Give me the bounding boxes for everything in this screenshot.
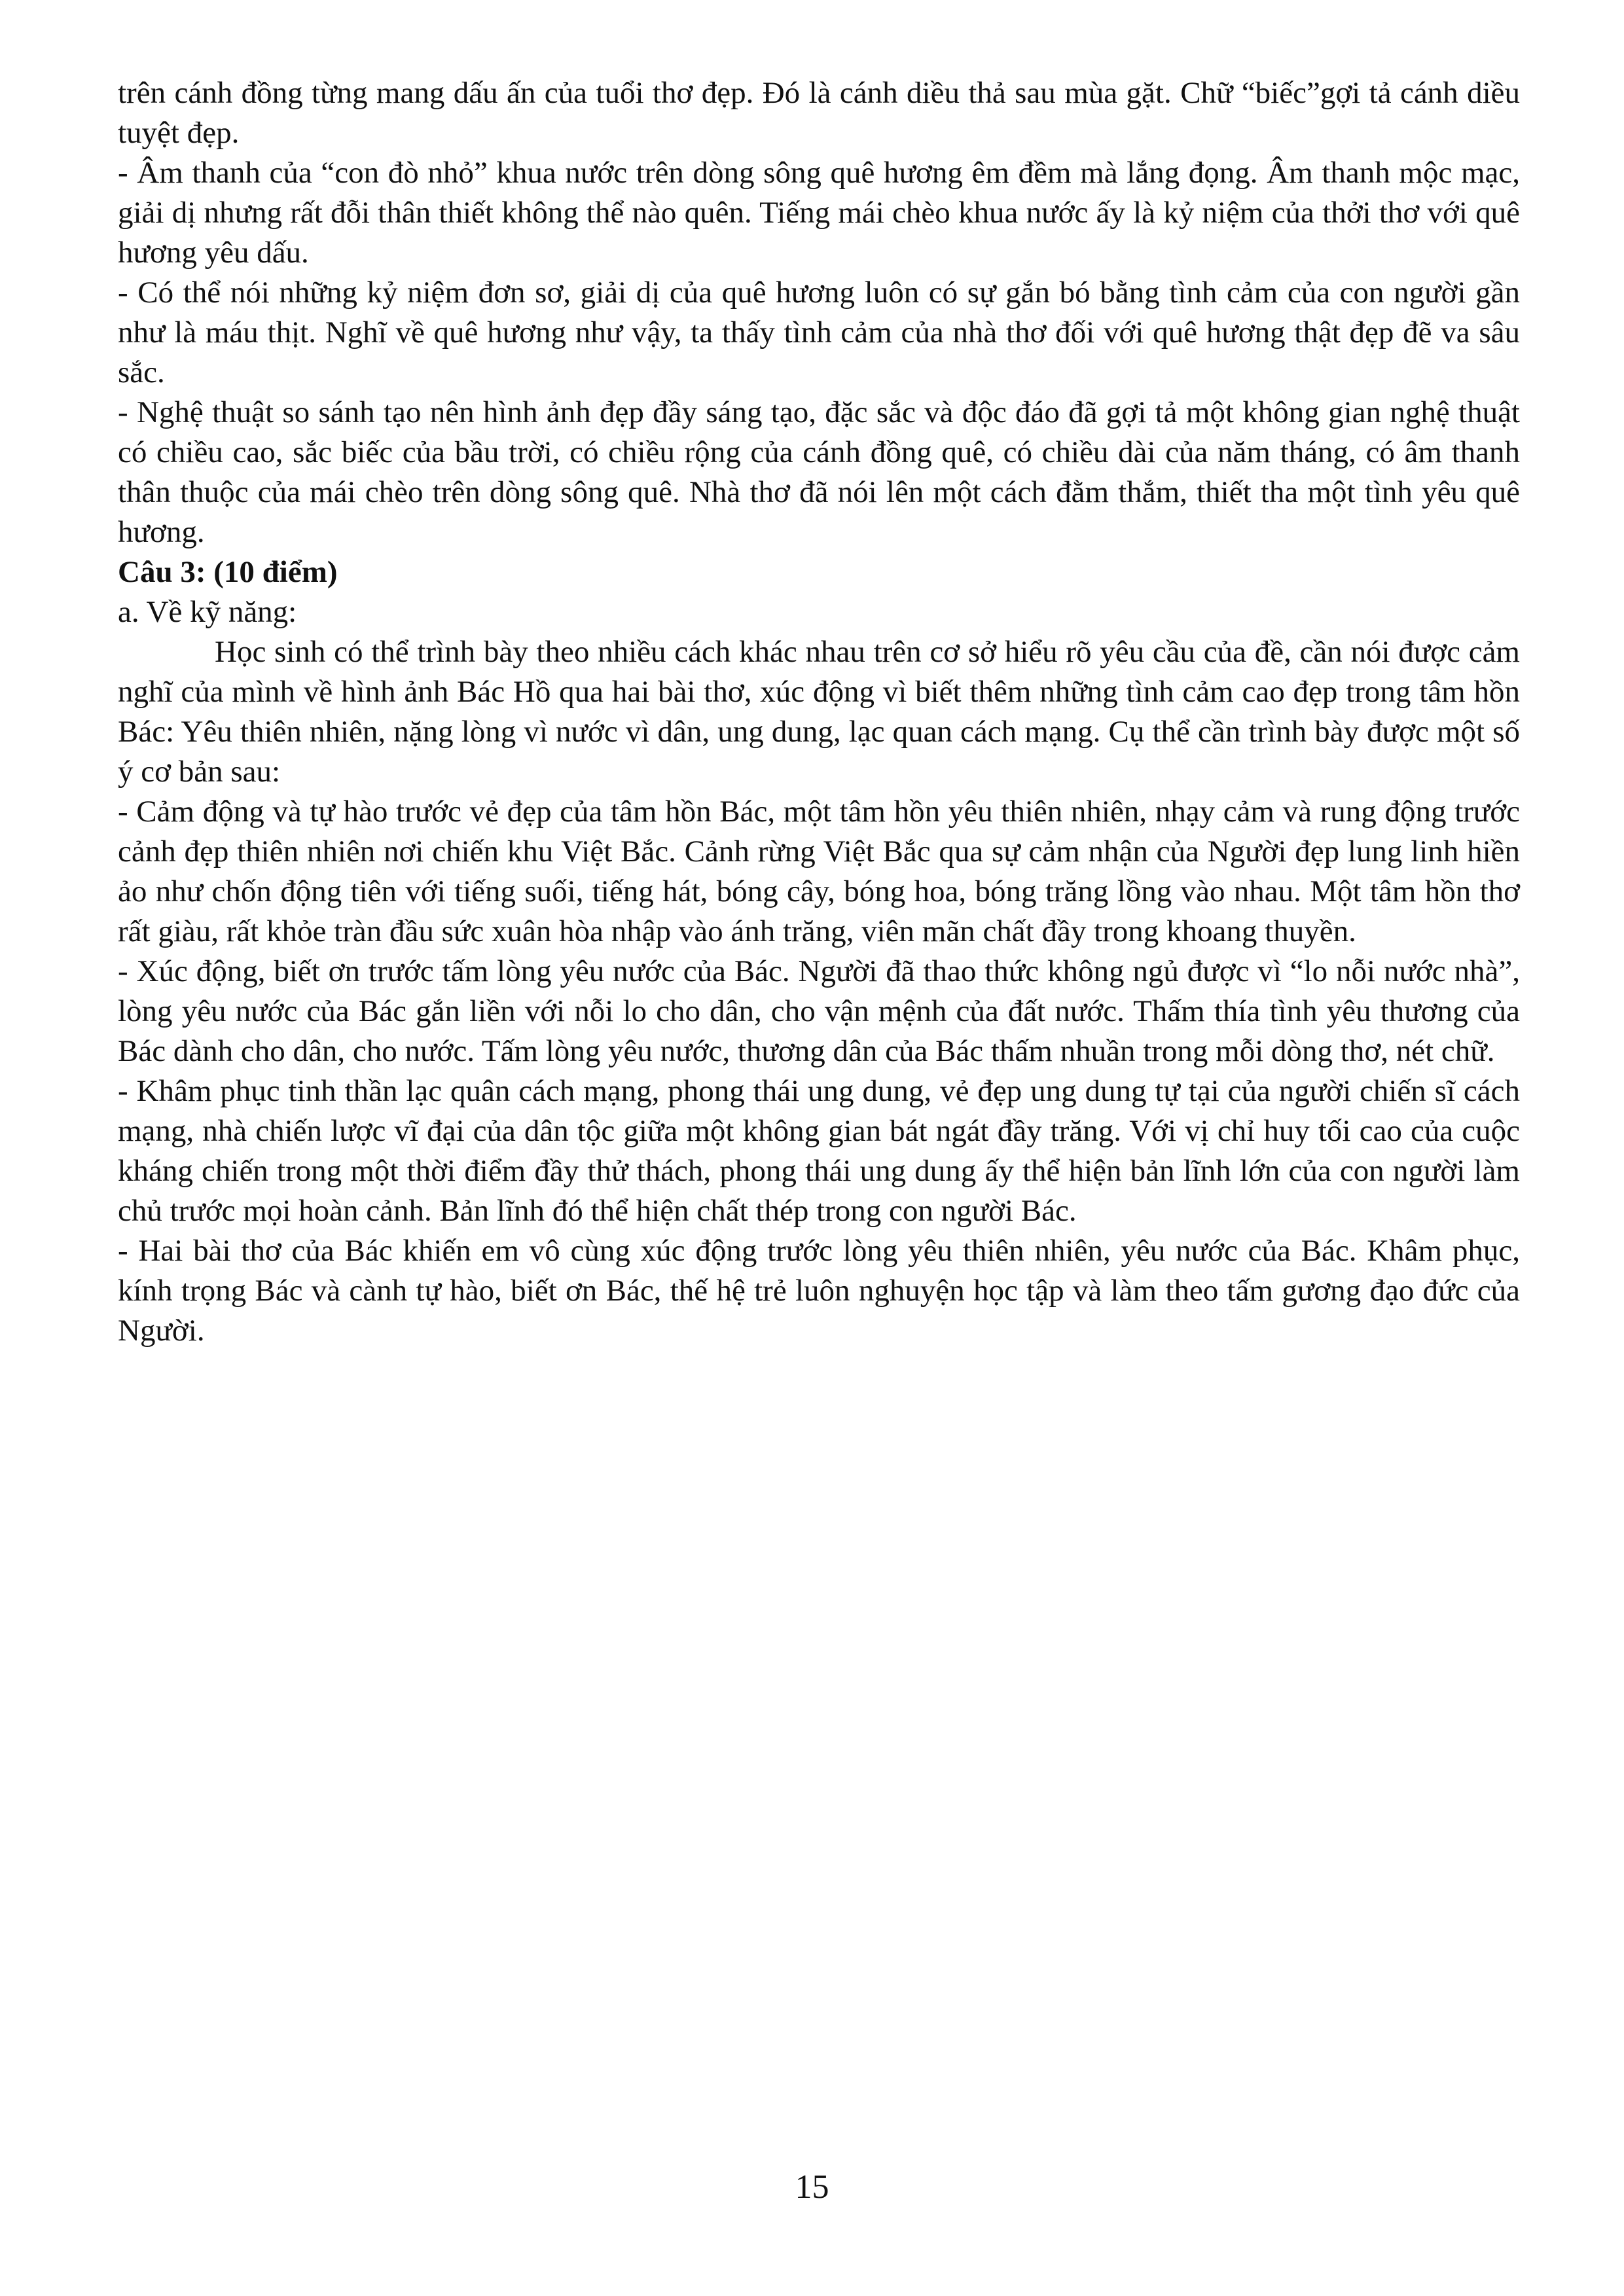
- sub-heading: a. Về kỹ năng:: [118, 595, 297, 629]
- question-heading: Câu 3: (10 điểm): [118, 555, 338, 589]
- paragraph: - Có thể nói những kỷ niệm đơn sơ, giải dị của quê hương luôn có sự gắn bó bằng tình cảm của con người gần như là máu thịt. Nghĩ về quê hương như vậy, ta thấy tình cảm của nhà thơ đối với quê hương thật đẹp đẽ va sâu sắc.: [118, 276, 1520, 389]
- paragraph: - Khâm phục tinh thần lạc quân cách mạng, phong thái ung dung, vẻ đẹp ung dung tự tại của người chiến sĩ cách mạng, nhà chiến lược vĩ đại của dân tộc giữa một không gian bát ngát đầy trăng. Với vị chỉ huy tối cao của cuộc kháng chiến trong một thời điểm đầy thử thách, phong thái ung dung ấy thể hiện bản lĩnh lớn của con người làm chủ trước mọi hoàn cảnh. Bản lĩnh đó thể hiện chất thép trong con người Bác.: [118, 1074, 1520, 1228]
- paragraph: - Nghệ thuật so sánh tạo nên hình ảnh đẹp đầy sáng tạo, đặc sắc và độc đáo đã gợi tả một không gian nghệ thuật có chiều cao, sắc biếc của bầu trời, có chiều rộng của cánh đồng quê, có chiều dài của năm tháng, có âm thanh thân thuộc của mái chèo trên dòng sông quê. Nhà thơ đã nói lên một cách đằm thắm, thiết tha một tình yêu quê hương.: [118, 395, 1520, 549]
- paragraph: trên cánh đồng từng mang dấu ấn của tuổi thơ đẹp. Đó là cánh diều thả sau mùa gặt. Chữ “biếc”gợi tả cánh diều tuyệt đẹp.: [118, 76, 1520, 150]
- document-body: [118, 73, 1520, 1351]
- page-number: 15: [795, 2168, 829, 2206]
- paragraph: - Hai bài thơ của Bác khiến em vô cùng xúc động trước lòng yêu thiên nhiên, yêu nước của Bác. Khâm phục, kính trọng Bác và cành tự hào, biết ơn Bác, thế hệ trẻ luôn nghuyện học tập và làm theo tấm gương đạo đức của Người.: [118, 1234, 1520, 1348]
- intro-paragraph: Học sinh có thể trình bày theo nhiều cách khác nhau trên cơ sở hiểu rõ yêu cầu của đề, cần nói được cảm nghĩ của mình về hình ảnh Bác Hồ qua hai bài thơ, xúc động vì biết thêm những tình cảm cao đẹp trong tâm hồn Bác: Yêu thiên nhiên, nặng lòng vì nước vì dân, ung dung, lạc quan cách mạng. Cụ thể cần trình bày được một số ý cơ bản sau:: [118, 635, 1520, 789]
- paragraph: - Âm thanh của “con đò nhỏ” khua nước trên dòng sông quê hương êm đềm mà lắng đọng. Âm thanh mộc mạc, giải dị nhưng rất đỗi thân thiết không thể nào quên. Tiếng mái chèo khua nước ấy là kỷ niệm của thởi thơ với quê hương yêu dấu.: [118, 156, 1520, 270]
- paragraph: - Xúc động, biết ơn trước tấm lòng yêu nước của Bác. Người đã thao thức không ngủ được vì “lo nỗi nước nhà”, lòng yêu nước của Bác gắn liền với nỗi lo cho dân, cho vận mệnh của đất nước. Thấm thía tình yêu thương của Bác dành cho dân, cho nước. Tấm lòng yêu nước, thương dân của Bác thấm nhuần trong mỗi dòng thơ, nét chữ.: [118, 954, 1520, 1068]
- paragraph: - Cảm động và tự hào trước vẻ đẹp của tâm hồn Bác, một tâm hồn yêu thiên nhiên, nhạy cảm và rung động trước cảnh đẹp thiên nhiên nơi chiến khu Việt Bắc. Cảnh rừng Việt Bắc qua sự cảm nhận của Người đẹp lung linh hiền ảo như chốn động tiên với tiếng suối, tiếng hát, bóng cây, bóng hoa, bóng trăng lồng vào nhau. Một tâm hồn thơ rất giàu, rất khỏe tràn đầu sức xuân hòa nhập vào ánh trăng, viên mãn chất đầy trong khoang thuyền.: [118, 795, 1520, 948]
